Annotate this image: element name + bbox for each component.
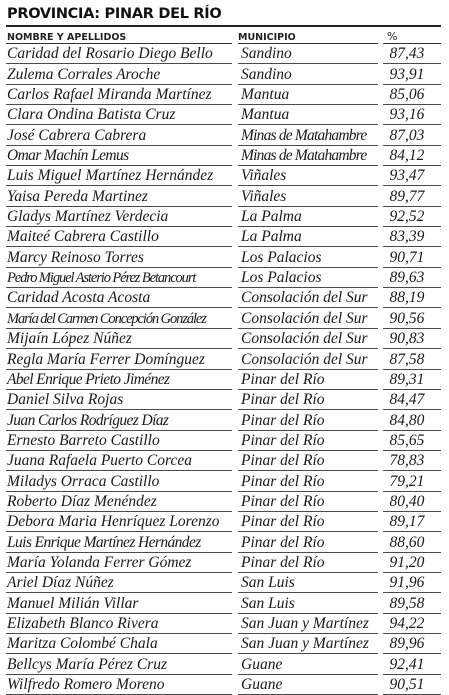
row-municipality: Pinar del Río bbox=[235, 410, 380, 430]
row-percent: 87,58 bbox=[380, 349, 441, 369]
row-name: Mijaín López Núñez bbox=[6, 328, 235, 348]
table-row bbox=[6, 84, 441, 104]
row-municipality: Los Palacios bbox=[235, 267, 380, 287]
table-row bbox=[6, 227, 441, 247]
row-name: Maritza Colombé Chala bbox=[6, 633, 235, 653]
row-municipality: San Luis bbox=[235, 572, 380, 592]
row-percent: 89,58 bbox=[380, 593, 441, 613]
table-row bbox=[6, 186, 441, 206]
table-body bbox=[6, 44, 441, 695]
row-municipality: Pinar del Río bbox=[235, 471, 380, 491]
table-row bbox=[6, 64, 441, 84]
row-percent: 85,65 bbox=[380, 430, 441, 450]
table-row bbox=[6, 613, 441, 633]
row-municipality: San Juan y Martínez bbox=[235, 613, 380, 633]
row-name: Juana Rafaela Puerto Corcea bbox=[6, 450, 235, 470]
table-row bbox=[6, 511, 441, 531]
row-municipality: San Juan y Martínez bbox=[235, 633, 380, 653]
results-table bbox=[6, 27, 441, 695]
row-percent: 88,60 bbox=[380, 532, 441, 552]
row-name: Daniel Silva Rojas bbox=[6, 389, 235, 409]
row-percent: 93,91 bbox=[380, 64, 441, 84]
row-municipality: Consolación del Sur bbox=[235, 328, 380, 348]
row-municipality: Minas de Matahambre bbox=[235, 125, 380, 145]
column-header-percent: % bbox=[380, 27, 441, 44]
row-percent: 89,31 bbox=[380, 369, 441, 389]
table-row bbox=[6, 633, 441, 653]
row-municipality: Pinar del Río bbox=[235, 491, 380, 511]
row-name: Marcy Reinoso Torres bbox=[6, 247, 235, 267]
row-municipality: Sandino bbox=[235, 64, 380, 84]
row-percent: 92,41 bbox=[380, 654, 441, 674]
row-percent: 91,20 bbox=[380, 552, 441, 572]
table-row bbox=[6, 552, 441, 572]
table-row bbox=[6, 44, 441, 64]
row-municipality: Pinar del Río bbox=[235, 552, 380, 572]
row-percent: 85,06 bbox=[380, 84, 441, 104]
row-name: Bellcys María Pérez Cruz bbox=[6, 654, 235, 674]
row-municipality: Consolación del Sur bbox=[235, 288, 380, 308]
table-row bbox=[6, 389, 441, 409]
row-name: Zulema Corrales Aroche bbox=[6, 64, 235, 84]
table-row bbox=[6, 654, 441, 674]
row-percent: 91,96 bbox=[380, 572, 441, 592]
table-row bbox=[6, 593, 441, 613]
row-percent: 93,47 bbox=[380, 166, 441, 186]
row-name: Maiteé Cabrera Castillo bbox=[6, 227, 235, 247]
row-name: Carlos Rafael Miranda Martínez bbox=[6, 84, 235, 104]
row-name: Regla María Ferrer Domínguez bbox=[6, 349, 235, 369]
table-row bbox=[6, 369, 441, 389]
row-percent: 89,17 bbox=[380, 511, 441, 531]
column-header-municipality: MUNICIPIO bbox=[235, 27, 380, 44]
row-municipality: Consolación del Sur bbox=[235, 308, 380, 328]
row-percent: 83,39 bbox=[380, 227, 441, 247]
row-municipality: Pinar del Río bbox=[235, 430, 380, 450]
row-name: José Cabrera Cabrera bbox=[6, 125, 235, 145]
row-municipality: Consolación del Sur bbox=[235, 349, 380, 369]
row-name: Abel Enrique Prieto Jiménez bbox=[6, 369, 235, 389]
row-municipality: San Luis bbox=[235, 593, 380, 613]
table-row bbox=[6, 145, 441, 165]
row-name: Ernesto Barreto Castillo bbox=[6, 430, 235, 450]
row-name: Manuel Milián Villar bbox=[6, 593, 235, 613]
row-name: Luis Miguel Martínez Hernández bbox=[6, 166, 235, 186]
table-row bbox=[6, 674, 441, 694]
row-percent: 93,16 bbox=[380, 105, 441, 125]
row-name: Juan Carlos Rodríguez Díaz bbox=[6, 410, 235, 430]
row-municipality: Mantua bbox=[235, 105, 380, 125]
row-name: Omar Machín Lemus bbox=[6, 145, 235, 165]
row-name: Yaisa Pereda Martinez bbox=[6, 186, 235, 206]
row-name: Ariel Díaz Núñez bbox=[6, 572, 235, 592]
row-municipality: Los Palacios bbox=[235, 247, 380, 267]
table-row bbox=[6, 410, 441, 430]
row-percent: 89,77 bbox=[380, 186, 441, 206]
row-municipality: Mantua bbox=[235, 84, 380, 104]
row-municipality: Pinar del Río bbox=[235, 532, 380, 552]
column-header-name: NOMBRE Y APELLIDOS bbox=[6, 27, 235, 44]
table-row bbox=[6, 105, 441, 125]
row-name: María del Carmen Concepción González bbox=[6, 308, 235, 328]
row-percent: 90,71 bbox=[380, 247, 441, 267]
row-name: Debora Maria Henríquez Lorenzo bbox=[6, 511, 235, 531]
row-municipality: Pinar del Río bbox=[235, 511, 380, 531]
row-name: Wilfredo Romero Moreno bbox=[6, 674, 235, 694]
table-row bbox=[6, 430, 441, 450]
table-row bbox=[6, 328, 441, 348]
row-name: Roberto Díaz Menéndez bbox=[6, 491, 235, 511]
row-name: María Yolanda Ferrer Gómez bbox=[6, 552, 235, 572]
row-municipality: Minas de Matahambre bbox=[235, 145, 380, 165]
row-municipality: La Palma bbox=[235, 227, 380, 247]
row-name: Elizabeth Blanco Rivera bbox=[6, 613, 235, 633]
row-percent: 78,83 bbox=[380, 450, 441, 470]
row-municipality: Pinar del Río bbox=[235, 389, 380, 409]
table-row bbox=[6, 532, 441, 552]
row-municipality: Pinar del Río bbox=[235, 450, 380, 470]
row-percent: 87,43 bbox=[380, 44, 441, 64]
row-name: Miladys Orraca Castillo bbox=[6, 471, 235, 491]
row-percent: 94,22 bbox=[380, 613, 441, 633]
table-row bbox=[6, 349, 441, 369]
row-municipality: Guane bbox=[235, 654, 380, 674]
row-municipality: Pinar del Río bbox=[235, 369, 380, 389]
row-percent: 84,12 bbox=[380, 145, 441, 165]
table-row bbox=[6, 450, 441, 470]
row-municipality: Viñales bbox=[235, 166, 380, 186]
table-row bbox=[6, 247, 441, 267]
table-row bbox=[6, 125, 441, 145]
row-percent: 80,40 bbox=[380, 491, 441, 511]
row-municipality: Guane bbox=[235, 674, 380, 694]
row-name: Clara Ondina Batista Cruz bbox=[6, 105, 235, 125]
row-percent: 79,21 bbox=[380, 471, 441, 491]
province-title: PROVINCIA: PINAR DEL RÍO bbox=[7, 6, 222, 22]
row-name: Luis Enrique Martínez Hernández bbox=[6, 532, 235, 552]
row-municipality: Sandino bbox=[235, 44, 380, 64]
row-percent: 84,47 bbox=[380, 389, 441, 409]
table-row bbox=[6, 491, 441, 511]
table-header-row bbox=[6, 27, 441, 44]
row-percent: 90,51 bbox=[380, 674, 441, 694]
table-row bbox=[6, 206, 441, 226]
row-municipality: La Palma bbox=[235, 206, 380, 226]
row-name: Pedro Miguel Asterio Pérez Betancourt bbox=[6, 267, 235, 287]
table-row bbox=[6, 288, 441, 308]
row-percent: 92,52 bbox=[380, 206, 441, 226]
row-name: Caridad del Rosario Diego Bello bbox=[6, 44, 235, 64]
table-row bbox=[6, 471, 441, 491]
row-percent: 87,03 bbox=[380, 125, 441, 145]
row-name: Gladys Martínez Verdecia bbox=[6, 206, 235, 226]
row-percent: 84,80 bbox=[380, 410, 441, 430]
row-percent: 89,63 bbox=[380, 267, 441, 287]
row-percent: 90,83 bbox=[380, 328, 441, 348]
row-name: Caridad Acosta Acosta bbox=[6, 288, 235, 308]
row-municipality: Viñales bbox=[235, 186, 380, 206]
row-percent: 88,19 bbox=[380, 288, 441, 308]
table-row bbox=[6, 267, 441, 287]
row-percent: 90,56 bbox=[380, 308, 441, 328]
table-row bbox=[6, 308, 441, 328]
row-percent: 89,96 bbox=[380, 633, 441, 653]
table-row bbox=[6, 166, 441, 186]
table-row bbox=[6, 572, 441, 592]
